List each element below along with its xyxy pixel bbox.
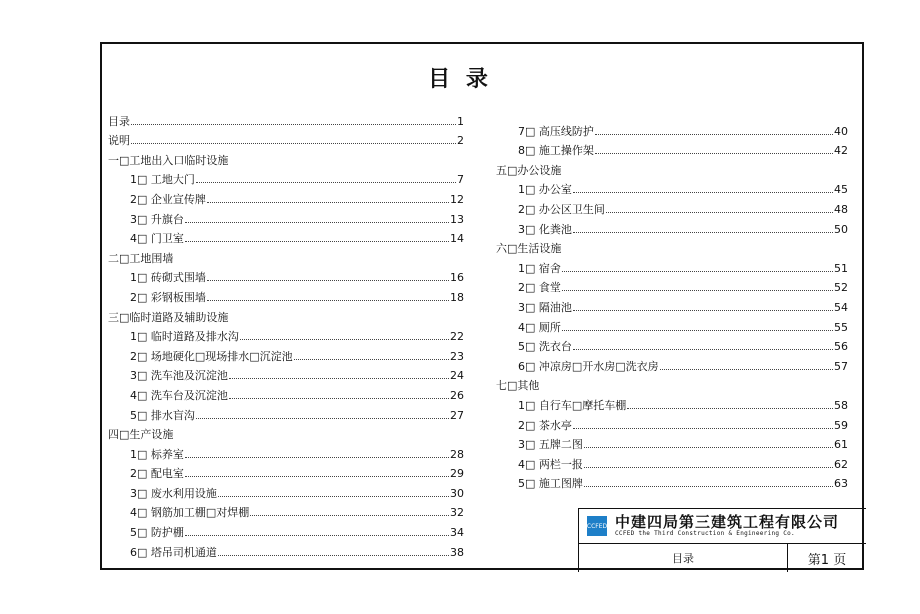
toc-entry-page: 24 <box>450 369 464 383</box>
toc-entry[interactable] <box>108 167 464 187</box>
toc-entry-page: 57 <box>834 359 848 373</box>
toc-entry-page: 34 <box>450 526 464 540</box>
company-logo-icon: CCFED <box>587 516 607 536</box>
toc-entry-label: 4□ 门卫室 <box>130 232 184 246</box>
dot-leader <box>562 271 833 272</box>
toc-entry-page: 27 <box>450 408 464 422</box>
dot-leader <box>185 222 449 223</box>
toc-entry-page: 40 <box>834 124 848 138</box>
toc-entry[interactable] <box>496 334 848 354</box>
toc-entry[interactable] <box>108 500 464 520</box>
toc-entry-page: 30 <box>450 486 464 500</box>
toc-entry-label: 1□ 临时道路及排水沟 <box>130 330 239 344</box>
toc-entry-label: 6□ 塔吊司机通道 <box>130 545 217 559</box>
dot-leader <box>131 143 456 144</box>
toc-entry-page: 16 <box>450 271 464 285</box>
dot-leader <box>595 134 833 135</box>
company-name-en: CCFED the Third Construction & Engineering Co. <box>615 530 795 537</box>
toc-entry-page: 29 <box>450 467 464 481</box>
toc-entry-page: 45 <box>834 183 848 197</box>
toc-section[interactable] <box>108 245 464 265</box>
toc-entry[interactable] <box>496 138 848 158</box>
toc-entry[interactable] <box>496 314 848 334</box>
toc-entry-label: 1□ 砖砌式围墙 <box>130 271 206 285</box>
dot-leader <box>207 202 449 203</box>
dot-leader <box>573 192 833 193</box>
toc-entry[interactable] <box>108 382 464 402</box>
dot-leader <box>573 428 833 429</box>
toc-entry-label: 3□ 五牌二图 <box>518 438 583 452</box>
toc-entry-label: 2□ 场地硬化□现场排水□沉淀池 <box>130 349 293 363</box>
toc-entry-label: 2□ 配电室 <box>130 467 184 481</box>
page-number: 第1 页 <box>807 552 847 568</box>
toc-entry-label: 2□ 食堂 <box>518 281 561 295</box>
toc-entry-label: 2□ 办公区卫生间 <box>518 202 605 216</box>
toc-entry[interactable] <box>108 186 464 206</box>
toc-entry-label: 8□ 施工操作架 <box>518 144 594 158</box>
toc-entry[interactable] <box>108 206 464 226</box>
dot-leader <box>660 369 833 370</box>
toc-entry-label: 3□ 升旗台 <box>130 212 184 226</box>
toc-entry-label: 2□ 茶水亭 <box>518 418 572 432</box>
toc-entry-page: 51 <box>834 261 848 275</box>
toc-entry-page: 54 <box>834 300 848 314</box>
toc-entry[interactable] <box>108 441 464 461</box>
dot-leader <box>196 182 456 183</box>
toc-entry[interactable] <box>496 432 848 452</box>
dot-leader <box>185 535 449 536</box>
dot-leader <box>584 486 833 487</box>
toc-entry[interactable] <box>496 471 848 491</box>
toc-entry-page: 55 <box>834 320 848 334</box>
toc-entry-page: 14 <box>450 232 464 246</box>
toc-entry[interactable] <box>108 480 464 500</box>
toc-entry-page: 23 <box>450 349 464 363</box>
toc-entry[interactable] <box>108 539 464 559</box>
dot-leader <box>229 398 449 399</box>
toc-entry-label: 四□生产设施 <box>108 428 174 442</box>
toc-entry-label: 二□工地围墙 <box>108 251 174 265</box>
toc-entry[interactable] <box>496 451 848 471</box>
toc-entry-label: 5□ 洗衣台 <box>518 340 572 354</box>
toc-entry-label: 七□其他 <box>496 379 540 393</box>
dot-leader <box>584 467 833 468</box>
toc-entry-page: 52 <box>834 281 848 295</box>
toc-entry-label: 4□ 两栏一报 <box>518 457 583 471</box>
toc-entry-page: 61 <box>834 438 848 452</box>
toc-entry-label: 4□ 钢筋加工棚□对焊棚 <box>130 506 250 520</box>
toc-section[interactable] <box>496 373 848 393</box>
toc-entry-page: 22 <box>450 330 464 344</box>
title-block <box>578 508 866 572</box>
toc-entry-page: 2 <box>457 134 464 148</box>
toc-entry-label: 目录 <box>108 114 130 128</box>
dot-leader <box>294 359 449 360</box>
toc-entry-page: 58 <box>834 398 848 412</box>
toc-section[interactable] <box>108 304 464 324</box>
dot-leader <box>196 418 449 419</box>
toc-section[interactable] <box>108 128 464 148</box>
dot-leader <box>584 447 833 448</box>
dot-leader <box>218 496 449 497</box>
toc-entry-page: 28 <box>450 447 464 461</box>
toc-entry[interactable] <box>496 412 848 432</box>
toc-entry-label: 6□ 冲凉房□开水房□洗衣房 <box>518 359 659 373</box>
toc-entry[interactable] <box>108 363 464 383</box>
toc-entry[interactable] <box>108 284 464 304</box>
toc-entry[interactable] <box>108 324 464 344</box>
dot-leader <box>627 408 833 409</box>
toc-entry[interactable] <box>496 216 848 236</box>
toc-section[interactable] <box>108 147 464 167</box>
dot-leader <box>218 555 449 556</box>
toc-entry-page: 26 <box>450 388 464 402</box>
toc-entry[interactable] <box>496 294 848 314</box>
dot-leader <box>573 310 833 311</box>
dot-leader <box>562 290 833 291</box>
toc-entry-page: 32 <box>450 506 464 520</box>
toc-entry-label: 5□ 排水盲沟 <box>130 408 195 422</box>
toc-entry-label: 2□ 彩钢板围墙 <box>130 290 206 304</box>
toc-entry-label: 1□ 标养室 <box>130 447 184 461</box>
toc-entry-label: 7□ 高压线防护 <box>518 124 594 138</box>
dot-leader <box>185 457 449 458</box>
toc-entry-label: 5□ 防护棚 <box>130 526 184 540</box>
toc-section[interactable] <box>496 157 848 177</box>
toc-entry[interactable] <box>108 519 464 539</box>
toc-section[interactable] <box>108 108 464 128</box>
toc-left-column <box>108 108 464 559</box>
dot-leader <box>229 378 449 379</box>
toc-entry[interactable] <box>108 461 464 481</box>
dot-leader <box>562 330 833 331</box>
toc-entry[interactable] <box>108 343 464 363</box>
toc-entry-label: 3□ 废水利用设施 <box>130 486 217 500</box>
dot-leader <box>240 339 449 340</box>
toc-entry-label: 三□临时道路及辅助设施 <box>108 310 229 324</box>
toc-entry-label: 1□ 宿舍 <box>518 261 561 275</box>
toc-entry-page: 18 <box>450 290 464 304</box>
toc-entry[interactable] <box>496 118 848 138</box>
toc-right-column <box>496 118 848 490</box>
dot-leader <box>573 232 833 233</box>
toc-entry-label: 1□ 自行车□摩托车棚 <box>518 398 627 412</box>
toc-entry-page: 63 <box>834 477 848 491</box>
toc-entry-page: 7 <box>457 173 464 187</box>
dot-leader <box>185 476 449 477</box>
toc-entry-page: 13 <box>450 212 464 226</box>
toc-entry-page: 38 <box>450 545 464 559</box>
dot-leader <box>207 300 449 301</box>
toc-entry-label: 1□ 办公室 <box>518 183 572 197</box>
dot-leader <box>595 153 833 154</box>
toc-entry-label: 说明 <box>108 134 130 148</box>
toc-entry-page: 50 <box>834 222 848 236</box>
toc-entry[interactable] <box>496 392 848 412</box>
toc-entry[interactable] <box>496 275 848 295</box>
toc-entry-page: 1 <box>457 114 464 128</box>
toc-entry-label: 4□ 厕所 <box>518 320 561 334</box>
toc-entry-label: 一□工地出入口临时设施 <box>108 153 229 167</box>
toc-entry-page: 62 <box>834 457 848 471</box>
toc-section[interactable] <box>496 236 848 256</box>
dot-leader <box>250 515 449 516</box>
company-header <box>579 509 866 544</box>
dot-leader <box>573 349 833 350</box>
toc-entry[interactable] <box>108 402 464 422</box>
page-title: 目 录 <box>428 67 492 92</box>
toc-entry-label: 3□ 洗车池及沉淀池 <box>130 369 228 383</box>
toc-entry-page: 59 <box>834 418 848 432</box>
toc-entry-label: 3□ 化粪池 <box>518 222 572 236</box>
company-name-cn: 中建四局第三建筑工程有限公司 <box>615 513 840 531</box>
toc-entry-page: 42 <box>834 144 848 158</box>
toc-section[interactable] <box>108 422 464 442</box>
dot-leader <box>185 241 449 242</box>
toc-entry-label: 六□生活设施 <box>496 242 562 256</box>
toc-entry[interactable] <box>496 353 848 373</box>
toc-entry-label: 1□ 工地大门 <box>130 173 195 187</box>
toc-entry-page: 56 <box>834 340 848 354</box>
dot-leader <box>131 124 456 125</box>
toc-entry[interactable] <box>496 196 848 216</box>
toc-entry[interactable] <box>108 265 464 285</box>
drawing-name: 目录 <box>579 544 788 572</box>
toc-entry-page: 12 <box>450 192 464 206</box>
toc-entry-label: 3□ 隔油池 <box>518 300 572 314</box>
toc-entry[interactable] <box>496 255 848 275</box>
toc-entry[interactable] <box>108 226 464 246</box>
toc-entry-page: 48 <box>834 202 848 216</box>
toc-entry-label: 2□ 企业宣传牌 <box>130 192 206 206</box>
toc-entry-label: 5□ 施工图牌 <box>518 477 583 491</box>
toc-entry-label: 4□ 洗车台及沉淀池 <box>130 388 228 402</box>
toc-entry-label: 五□办公设施 <box>496 163 562 177</box>
dot-leader <box>606 212 833 213</box>
toc-entry[interactable] <box>496 177 848 197</box>
dot-leader <box>207 280 449 281</box>
